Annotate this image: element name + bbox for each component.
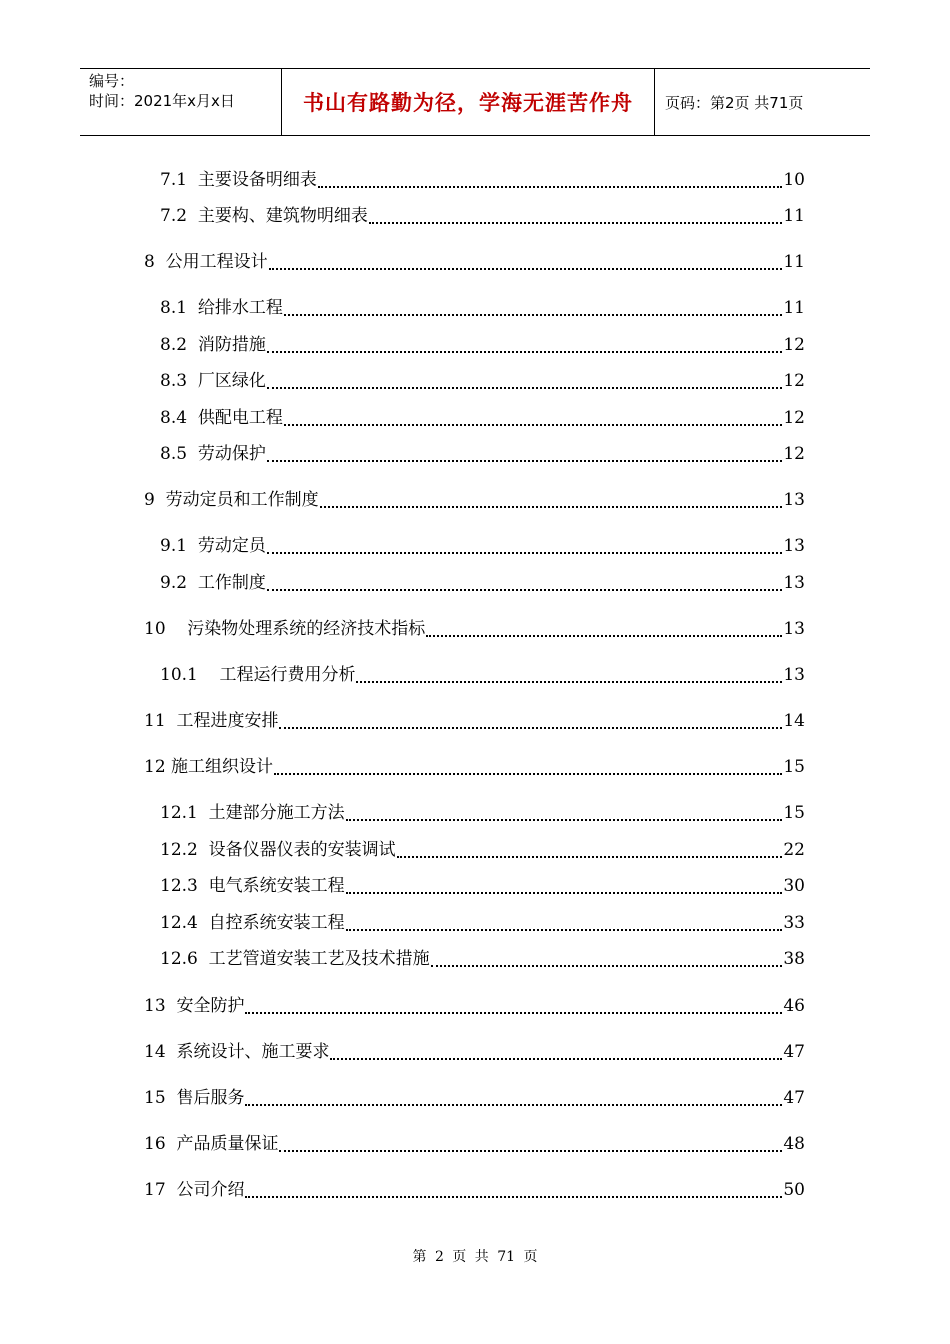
toc-entry[interactable] [144, 1178, 805, 1202]
toc-entry-label: 12.4 自控系统安装工程 [160, 913, 345, 933]
toc-entry-label: 12 施工组织设计 [144, 757, 274, 777]
toc-leader-dots [279, 727, 782, 729]
toc-entry[interactable] [160, 296, 805, 320]
toc-entry[interactable] [160, 204, 805, 228]
toc-entry-label: 17 公司介绍 [144, 1180, 245, 1200]
toc-entry-page: 10 [783, 170, 805, 190]
page-footer: 第 2 页 共 71 页 [412, 1249, 538, 1265]
toc-entry-page: 12 [783, 408, 805, 428]
toc-leader-dots [369, 222, 783, 224]
toc-entry-label: 8 公用工程设计 [144, 252, 268, 272]
toc-leader-dots [346, 819, 783, 821]
toc-entry-page: 15 [783, 757, 805, 777]
toc-entry-label: 9.2 工作制度 [160, 573, 266, 593]
toc-entry-label: 10 污染物处理系统的经济技术指标 [144, 619, 426, 639]
toc-entry[interactable] [144, 250, 805, 274]
toc-entry[interactable] [160, 369, 805, 393]
toc-entry[interactable] [160, 838, 805, 862]
toc-entry-page: 48 [783, 1134, 805, 1154]
toc-entry-page: 15 [783, 803, 805, 823]
toc-entry-label: 16 产品质量保证 [144, 1134, 279, 1154]
toc-entry-page: 11 [783, 206, 805, 226]
toc-entry-page: 14 [783, 711, 805, 731]
toc-leader-dots [267, 552, 783, 554]
toc-entry[interactable] [160, 911, 805, 935]
toc-entry-page: 13 [783, 573, 805, 593]
toc-entry[interactable] [144, 755, 805, 779]
toc-entry-label: 8.3 厂区绿化 [160, 371, 266, 391]
toc-leader-dots [330, 1058, 782, 1060]
toc-entry[interactable] [160, 663, 805, 687]
toc-entry-page: 30 [783, 876, 805, 896]
toc-entry-page: 11 [783, 252, 805, 272]
toc-entry[interactable] [160, 406, 805, 430]
toc-entry-page: 13 [783, 619, 805, 639]
toc-leader-dots [318, 186, 783, 188]
toc-entry-label: 15 售后服务 [144, 1088, 245, 1108]
toc-leader-dots [397, 856, 783, 858]
toc-leader-dots [284, 424, 783, 426]
toc-entry-page: 13 [783, 536, 805, 556]
toc-entry-page: 38 [783, 949, 805, 969]
toc-leader-dots [245, 1012, 782, 1014]
toc-entry-label: 7.2 主要构、建筑物明细表 [160, 206, 368, 226]
toc-leader-dots [346, 929, 783, 931]
toc-leader-dots [431, 965, 783, 967]
header-page-info: 页码：第2页 共71页 [665, 93, 804, 112]
toc-leader-dots [267, 460, 783, 462]
toc-entry-label: 12.3 电气系统安装工程 [160, 876, 345, 896]
toc-entry-page: 13 [783, 665, 805, 685]
toc-leader-dots [274, 773, 782, 775]
toc-entry[interactable] [144, 617, 805, 641]
toc-entry[interactable] [160, 801, 805, 825]
toc-entry-page: 47 [783, 1042, 805, 1062]
toc-leader-dots [346, 892, 783, 894]
toc-entry-label: 7.1 主要设备明细表 [160, 170, 317, 190]
toc-leader-dots [267, 589, 783, 591]
serial-label: 编号： [89, 72, 135, 90]
toc-entry[interactable] [144, 994, 805, 1018]
toc-entry-label: 10.1 工程运行费用分析 [160, 665, 356, 685]
toc-entry[interactable] [144, 1040, 805, 1064]
toc-leader-dots [279, 1150, 782, 1152]
toc-leader-dots [356, 681, 782, 683]
toc-entry[interactable] [160, 571, 805, 595]
toc-entry[interactable] [160, 534, 805, 558]
toc-entry[interactable] [144, 709, 805, 733]
toc-entry-page: 13 [783, 490, 805, 510]
toc-leader-dots [245, 1196, 782, 1198]
toc-entry-label: 13 安全防护 [144, 996, 245, 1016]
toc-entry-page: 12 [783, 371, 805, 391]
toc-leader-dots [269, 268, 783, 270]
toc-entry-label: 9 劳动定员和工作制度 [144, 490, 319, 510]
toc-entry-page: 50 [783, 1180, 805, 1200]
toc-entry-label: 8.2 消防措施 [160, 335, 266, 355]
toc-entry[interactable] [160, 874, 805, 898]
toc-leader-dots [245, 1104, 782, 1106]
toc-leader-dots [267, 351, 783, 353]
toc-entry-label: 8.5 劳动保护 [160, 444, 266, 464]
toc-entry[interactable] [160, 333, 805, 357]
toc-leader-dots [267, 387, 783, 389]
toc-entry[interactable] [144, 488, 805, 512]
header-motto: 书山有路勤为径，学海无涯苦作舟 [282, 69, 655, 135]
toc-entry-label: 12.2 设备仪器仪表的安装调试 [160, 840, 396, 860]
header-meta [80, 69, 282, 135]
toc-leader-dots [320, 506, 783, 508]
toc-entry-page: 12 [783, 335, 805, 355]
toc-entry-page: 12 [783, 444, 805, 464]
toc-entry[interactable] [160, 947, 805, 971]
toc-entry[interactable] [144, 1086, 805, 1110]
toc-entry-label: 12.6 工艺管道安装工艺及技术措施 [160, 949, 430, 969]
toc-entry-page: 47 [783, 1088, 805, 1108]
toc-entry-page: 11 [783, 298, 805, 318]
toc-entry-label: 9.1 劳动定员 [160, 536, 266, 556]
toc-entry-page: 46 [783, 996, 805, 1016]
toc-entry-label: 8.4 供配电工程 [160, 408, 283, 428]
toc-entry-page: 22 [783, 840, 805, 860]
toc-leader-dots [426, 635, 782, 637]
toc-entry-label: 8.1 给排水工程 [160, 298, 283, 318]
toc-entry[interactable] [160, 442, 805, 466]
toc-entry[interactable] [144, 1132, 805, 1156]
time-label: 时间：2021年x月x日 [89, 92, 235, 110]
toc-entry-page: 33 [783, 913, 805, 933]
toc-entry-label: 12.1 土建部分施工方法 [160, 803, 345, 823]
page-header [80, 68, 870, 136]
toc-leader-dots [284, 314, 783, 316]
toc-entry-label: 11 工程进度安排 [144, 711, 279, 731]
toc-entry-label: 14 系统设计、施工要求 [144, 1042, 330, 1062]
toc-entry[interactable] [160, 168, 805, 192]
